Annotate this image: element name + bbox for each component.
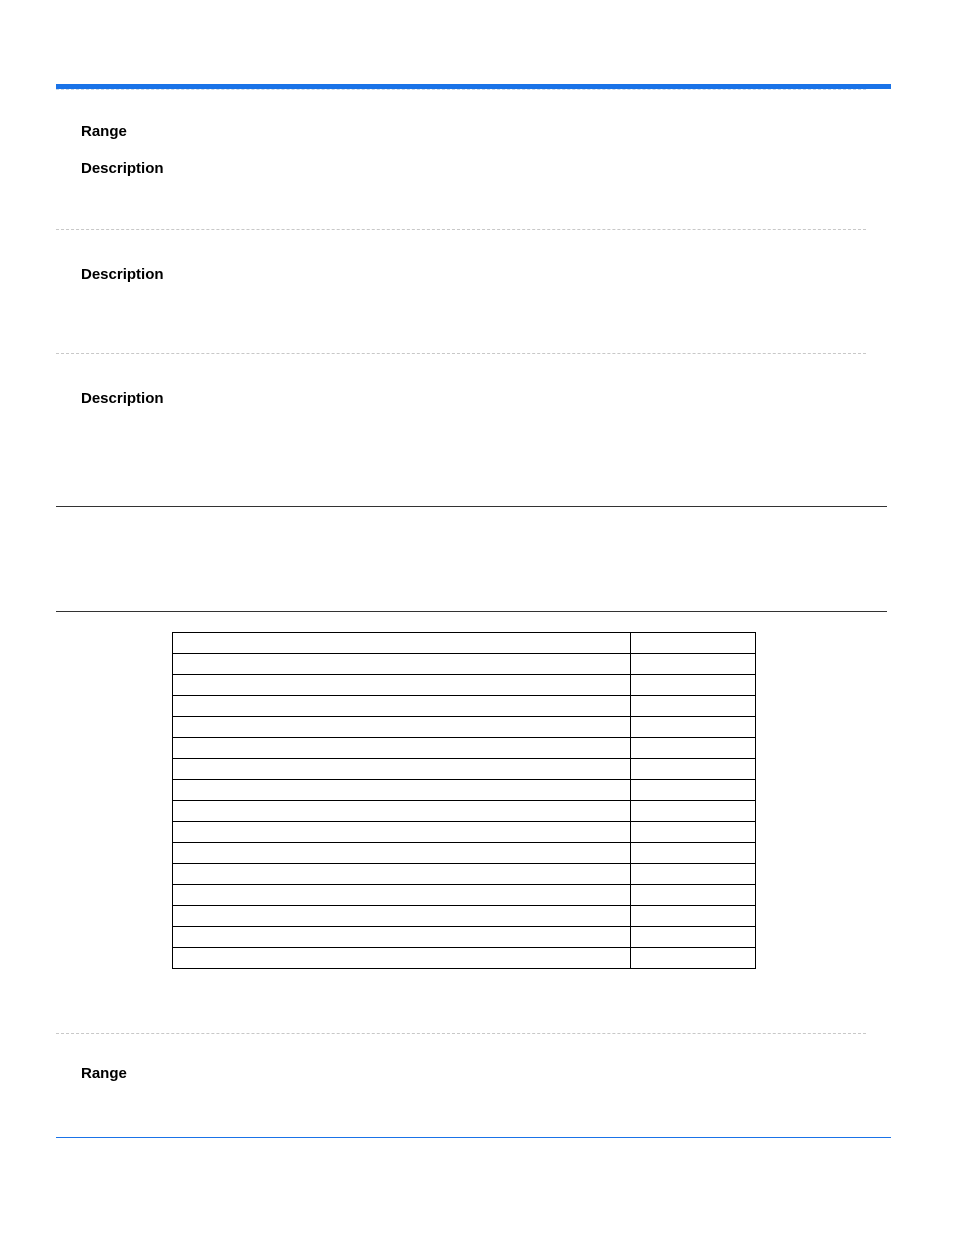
- table-row: [173, 822, 756, 843]
- table-cell: [173, 633, 631, 654]
- section-divider: [56, 353, 866, 354]
- table-cell: [631, 801, 756, 822]
- table-cell: [173, 822, 631, 843]
- table-cell: [173, 948, 631, 969]
- table-cell: [631, 738, 756, 759]
- table-cell: [173, 654, 631, 675]
- table-cell: [631, 759, 756, 780]
- table-row: [173, 864, 756, 885]
- table-row: [173, 885, 756, 906]
- values-table: [172, 632, 756, 969]
- table-row: [173, 801, 756, 822]
- section-divider: [56, 1033, 866, 1034]
- table-cell: [173, 801, 631, 822]
- table-row: [173, 780, 756, 801]
- table-cell: [631, 906, 756, 927]
- header-dashed-rule: [56, 89, 866, 90]
- table-cell: [173, 738, 631, 759]
- table-cell: [631, 633, 756, 654]
- table-cell: [173, 696, 631, 717]
- table-cell: [631, 948, 756, 969]
- table-cell: [631, 654, 756, 675]
- table-row: [173, 738, 756, 759]
- table-row: [173, 696, 756, 717]
- table-cell: [631, 822, 756, 843]
- table-cell: [631, 885, 756, 906]
- table-cell: [173, 717, 631, 738]
- table-cell: [173, 780, 631, 801]
- table-row: [173, 675, 756, 696]
- table-body: [173, 633, 756, 969]
- range-label: Range: [81, 123, 127, 140]
- table-cell: [631, 675, 756, 696]
- table-cell: [631, 843, 756, 864]
- section-rule: [56, 506, 887, 507]
- description-label: Description: [81, 390, 164, 407]
- table-cell: [173, 885, 631, 906]
- description-label: Description: [81, 160, 164, 177]
- description-label: Description: [81, 266, 164, 283]
- table-cell: [631, 696, 756, 717]
- table-cell: [173, 906, 631, 927]
- table-cell: [631, 717, 756, 738]
- table-row: [173, 717, 756, 738]
- footer-rule: [56, 1137, 891, 1138]
- table-row: [173, 654, 756, 675]
- table-cell: [173, 864, 631, 885]
- table-cell: [173, 927, 631, 948]
- section-rule: [56, 611, 887, 612]
- table-cell: [173, 675, 631, 696]
- table-cell: [631, 864, 756, 885]
- range-label: Range: [81, 1065, 127, 1082]
- table-row: [173, 927, 756, 948]
- table-row: [173, 633, 756, 654]
- section-divider: [56, 229, 866, 230]
- table-cell: [631, 927, 756, 948]
- table-row: [173, 843, 756, 864]
- table-row: [173, 759, 756, 780]
- table-row: [173, 906, 756, 927]
- table-row: [173, 948, 756, 969]
- table-cell: [173, 843, 631, 864]
- table-cell: [631, 780, 756, 801]
- table-cell: [173, 759, 631, 780]
